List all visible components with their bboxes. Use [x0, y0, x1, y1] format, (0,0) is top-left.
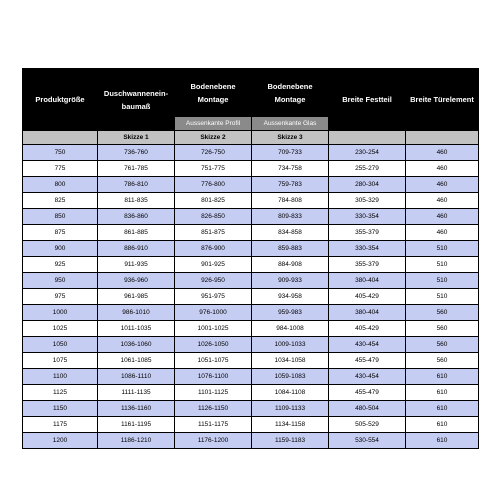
table-row — [23, 369, 479, 385]
cell-produktgroesse: 825 — [23, 193, 98, 209]
cell-breite-tuerelement: 460 — [406, 225, 479, 241]
cell-duschwanneneinbaumass: 786-810 — [98, 177, 175, 193]
cell-breite-festteil: 455-479 — [329, 385, 406, 401]
table-row — [23, 385, 479, 401]
skizze-row — [23, 131, 479, 145]
cell-breite-tuerelement: 460 — [406, 161, 479, 177]
cell-duschwanneneinbaumass: 936-960 — [98, 273, 175, 289]
header-boden-profil-line2: Montage — [197, 94, 229, 104]
cell-breite-tuerelement: 610 — [406, 385, 479, 401]
table-row — [23, 177, 479, 193]
cell-breite-festteil: 355-379 — [329, 225, 406, 241]
header-bodenebene-profil — [175, 69, 252, 117]
cell-aussenkante-glas: 959-983 — [252, 305, 329, 321]
skizze-2: Skizze 2 — [175, 131, 252, 145]
cell-breite-festteil: 405-429 — [329, 289, 406, 305]
cell-duschwanneneinbaumass: 1111-1135 — [98, 385, 175, 401]
cell-aussenkante-profil: 1151-1175 — [175, 417, 252, 433]
cell-produktgroesse: 1200 — [23, 433, 98, 449]
cell-breite-tuerelement: 610 — [406, 433, 479, 449]
cell-breite-tuerelement: 510 — [406, 257, 479, 273]
cell-aussenkante-profil: 1076-1100 — [175, 369, 252, 385]
cell-produktgroesse: 950 — [23, 273, 98, 289]
table-row — [23, 145, 479, 161]
header-duschwanneneinbaumass — [98, 69, 175, 131]
cell-produktgroesse: 775 — [23, 161, 98, 177]
header-produktgroesse — [23, 69, 98, 131]
cell-duschwanneneinbaumass: 761-785 — [98, 161, 175, 177]
cell-produktgroesse: 1050 — [23, 337, 98, 353]
cell-produktgroesse: 750 — [23, 145, 98, 161]
cell-breite-tuerelement: 610 — [406, 401, 479, 417]
header-bodenebene-glas — [252, 69, 329, 117]
cell-breite-tuerelement: 610 — [406, 369, 479, 385]
cell-duschwanneneinbaumass: 811-835 — [98, 193, 175, 209]
cell-produktgroesse: 1000 — [23, 305, 98, 321]
cell-aussenkante-profil: 1126-1150 — [175, 401, 252, 417]
table-row — [23, 433, 479, 449]
cell-breite-tuerelement: 560 — [406, 353, 479, 369]
cell-breite-tuerelement: 560 — [406, 321, 479, 337]
cell-duschwanneneinbaumass: 1136-1160 — [98, 401, 175, 417]
cell-aussenkante-glas: 1034-1058 — [252, 353, 329, 369]
cell-duschwanneneinbaumass: 1036-1060 — [98, 337, 175, 353]
cell-breite-tuerelement: 460 — [406, 177, 479, 193]
table-body — [23, 145, 479, 449]
cell-aussenkante-profil: 826-850 — [175, 209, 252, 225]
cell-aussenkante-glas: 884-908 — [252, 257, 329, 273]
cell-breite-festteil: 230-254 — [329, 145, 406, 161]
cell-breite-festteil: 330-354 — [329, 209, 406, 225]
header-boden-glas-line2: Montage — [274, 94, 306, 104]
cell-produktgroesse: 900 — [23, 241, 98, 257]
cell-breite-festteil: 430-454 — [329, 369, 406, 385]
subheader-aussenkante-glas: Aussenkante Glas — [252, 117, 329, 131]
cell-breite-festteil: 255-279 — [329, 161, 406, 177]
cell-aussenkante-glas: 909-933 — [252, 273, 329, 289]
cell-duschwanneneinbaumass: 736-760 — [98, 145, 175, 161]
header-boden-profil-line1: Bodenebene — [190, 81, 236, 91]
cell-produktgroesse: 1100 — [23, 369, 98, 385]
cell-aussenkante-glas: 859-883 — [252, 241, 329, 257]
cell-duschwanneneinbaumass: 886-910 — [98, 241, 175, 257]
table-row — [23, 225, 479, 241]
cell-produktgroesse: 1025 — [23, 321, 98, 337]
cell-breite-tuerelement: 460 — [406, 209, 479, 225]
cell-aussenkante-profil: 876-900 — [175, 241, 252, 257]
cell-breite-tuerelement: 460 — [406, 145, 479, 161]
skizze-blank-3 — [406, 131, 479, 145]
cell-breite-festteil: 430-454 — [329, 337, 406, 353]
cell-produktgroesse: 1125 — [23, 385, 98, 401]
cell-breite-festteil: 455-479 — [329, 353, 406, 369]
cell-duschwanneneinbaumass: 1186-1210 — [98, 433, 175, 449]
cell-produktgroesse: 925 — [23, 257, 98, 273]
cell-aussenkante-glas: 1134-1158 — [252, 417, 329, 433]
cell-breite-festteil: 505-529 — [329, 417, 406, 433]
cell-aussenkante-glas: 809-833 — [252, 209, 329, 225]
table-header — [23, 69, 479, 145]
header-boden-glas-line1: Bodenebene — [267, 81, 313, 91]
cell-duschwanneneinbaumass: 961-985 — [98, 289, 175, 305]
cell-aussenkante-profil: 726-750 — [175, 145, 252, 161]
cell-aussenkante-profil: 851-875 — [175, 225, 252, 241]
table-row — [23, 353, 479, 369]
cell-duschwanneneinbaumass: 911-935 — [98, 257, 175, 273]
cell-duschwanneneinbaumass: 986-1010 — [98, 305, 175, 321]
cell-aussenkante-glas: 1109-1133 — [252, 401, 329, 417]
table-row — [23, 321, 479, 337]
cell-breite-tuerelement: 560 — [406, 337, 479, 353]
cell-produktgroesse: 800 — [23, 177, 98, 193]
cell-aussenkante-profil: 926-950 — [175, 273, 252, 289]
cell-breite-festteil: 405-429 — [329, 321, 406, 337]
cell-produktgroesse: 1175 — [23, 417, 98, 433]
header-breite-tuerelement — [406, 69, 479, 131]
table-row — [23, 401, 479, 417]
cell-aussenkante-glas: 709-733 — [252, 145, 329, 161]
table-row — [23, 257, 479, 273]
cell-aussenkante-profil: 801-825 — [175, 193, 252, 209]
cell-aussenkante-glas: 934-958 — [252, 289, 329, 305]
table-row — [23, 161, 479, 177]
cell-aussenkante-profil: 976-1000 — [175, 305, 252, 321]
table-row — [23, 417, 479, 433]
table-row — [23, 337, 479, 353]
cell-duschwanneneinbaumass: 1161-1195 — [98, 417, 175, 433]
cell-breite-tuerelement: 610 — [406, 417, 479, 433]
cell-aussenkante-glas: 1059-1083 — [252, 369, 329, 385]
header-produktgroesse-label: Produktgröße — [35, 95, 85, 104]
header-breite-festteil — [329, 69, 406, 131]
header-festteil-label: Breite Festteil — [342, 95, 392, 104]
skizze-1: Skizze 1 — [98, 131, 175, 145]
table-row — [23, 209, 479, 225]
cell-aussenkante-glas: 984-1008 — [252, 321, 329, 337]
table-row — [23, 273, 479, 289]
table-row — [23, 305, 479, 321]
cell-breite-festteil: 355-379 — [329, 257, 406, 273]
cell-aussenkante-profil: 1101-1125 — [175, 385, 252, 401]
cell-duschwanneneinbaumass: 1061-1085 — [98, 353, 175, 369]
subheader-aussenkante-profil: Aussenkante Profil — [175, 117, 252, 131]
header-tuerelement-label: Breite Türelement — [410, 95, 474, 104]
skizze-blank-1 — [23, 131, 98, 145]
cell-aussenkante-glas: 784-808 — [252, 193, 329, 209]
cell-aussenkante-glas: 759-783 — [252, 177, 329, 193]
cell-duschwanneneinbaumass: 1011-1035 — [98, 321, 175, 337]
cell-breite-festteil: 380-404 — [329, 273, 406, 289]
cell-aussenkante-profil: 776-800 — [175, 177, 252, 193]
cell-breite-festteil: 480-504 — [329, 401, 406, 417]
cell-breite-festteil: 380-404 — [329, 305, 406, 321]
cell-breite-tuerelement: 510 — [406, 273, 479, 289]
size-table — [22, 68, 479, 449]
cell-produktgroesse: 850 — [23, 209, 98, 225]
cell-breite-tuerelement: 510 — [406, 289, 479, 305]
table-row — [23, 289, 479, 305]
cell-aussenkante-profil: 1051-1075 — [175, 353, 252, 369]
cell-produktgroesse: 975 — [23, 289, 98, 305]
cell-aussenkante-profil: 1001-1025 — [175, 321, 252, 337]
cell-aussenkante-profil: 1176-1200 — [175, 433, 252, 449]
cell-aussenkante-profil: 1026-1050 — [175, 337, 252, 353]
header-dusch-line2: baumaß — [121, 101, 151, 111]
cell-breite-festteil: 305-329 — [329, 193, 406, 209]
cell-duschwanneneinbaumass: 1086-1110 — [98, 369, 175, 385]
cell-breite-tuerelement: 560 — [406, 305, 479, 321]
cell-aussenkante-profil: 751-775 — [175, 161, 252, 177]
cell-breite-festteil: 530-554 — [329, 433, 406, 449]
cell-breite-tuerelement: 460 — [406, 193, 479, 209]
cell-breite-tuerelement: 510 — [406, 241, 479, 257]
skizze-3: Skizze 3 — [252, 131, 329, 145]
cell-breite-festteil: 330-354 — [329, 241, 406, 257]
cell-produktgroesse: 1075 — [23, 353, 98, 369]
cell-aussenkante-glas: 1159-1183 — [252, 433, 329, 449]
cell-aussenkante-glas: 734-758 — [252, 161, 329, 177]
cell-aussenkante-glas: 1084-1108 — [252, 385, 329, 401]
cell-produktgroesse: 875 — [23, 225, 98, 241]
cell-duschwanneneinbaumass: 836-860 — [98, 209, 175, 225]
table-row — [23, 193, 479, 209]
skizze-blank-2 — [329, 131, 406, 145]
header-dusch-line1: Duschwannenein- — [103, 88, 169, 98]
cell-aussenkante-glas: 1009-1033 — [252, 337, 329, 353]
cell-produktgroesse: 1150 — [23, 401, 98, 417]
cell-aussenkante-glas: 834-858 — [252, 225, 329, 241]
cell-breite-festteil: 280-304 — [329, 177, 406, 193]
header-row — [23, 69, 479, 117]
cell-duschwanneneinbaumass: 861-885 — [98, 225, 175, 241]
cell-aussenkante-profil: 901-925 — [175, 257, 252, 273]
table-row — [23, 241, 479, 257]
cell-aussenkante-profil: 951-975 — [175, 289, 252, 305]
